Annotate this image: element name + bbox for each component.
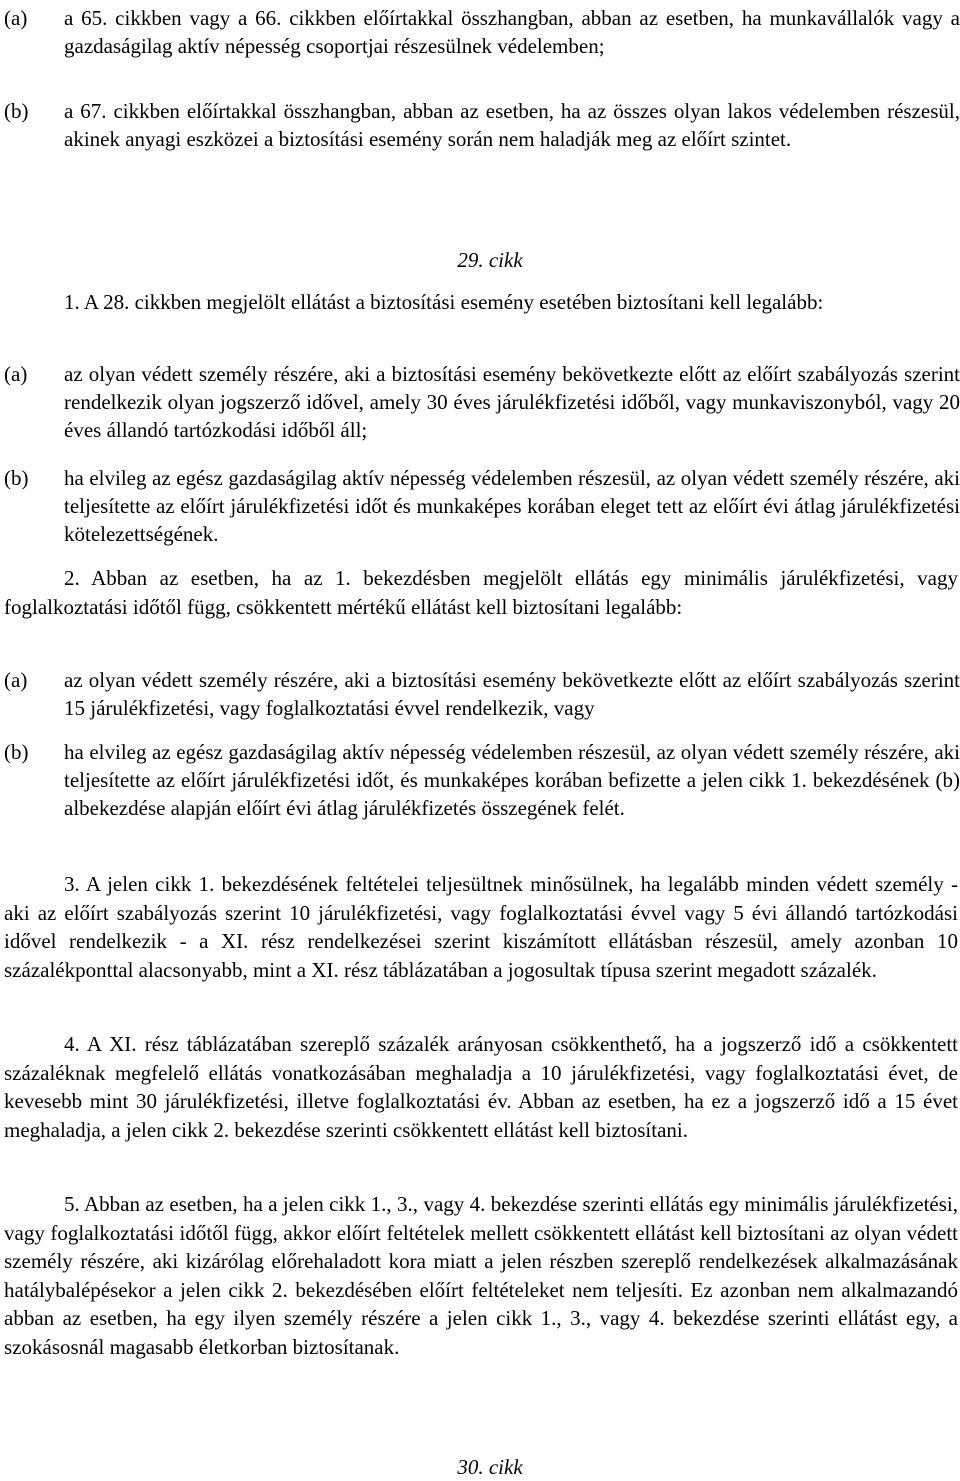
- article-heading-30: 30. cikk: [457, 1455, 523, 1479]
- paragraph-4: 4. A XI. rész táblázatában szereplő százalék arányosan csökkenthető, ha a jogszerző idő a csökkentett százaléknak megfelelő ellátás vonatkozásában meghaladja a 10 járulékfizetési, vagy foglalkoztatási évet, de kevesebb mint 30 járulékfizetési, illetve foglalkoztatási év. Abban az esetben, ha ez a jogszerző idő a 15 évet meghaladja, a jelen cikk 2. bekezdése szerinti csökkentett ellátást kell biztosítani.: [4, 1032, 958, 1142]
- list-marker: (a): [4, 362, 28, 386]
- list-marker: (a): [4, 6, 28, 30]
- list-marker: (b): [4, 466, 29, 490]
- list-item-b: [0, 464, 960, 548]
- paragraph-5: 5. Abban az esetben, ha a jelen cikk 1., 3., vagy 4. bekezdése szerinti ellátás egy minimális járulékfizetési, vagy foglalkoztatási időtől függ, akkor előírt feltételek mellett csökkentett ellátást kell biztosítani az olyan védett személy részére, aki kizárólag előrehaladott kora miatt a jelen részben szereplő rendelkezések alkalmazásának hatálybalépésekor a jelen cikk 2. bekezdésében előírt feltételeket nem teljesíti. Ez azonban nem alkalmazandó abban az esetben, ha egy ilyen személy részére a jelen cikk 1., 3., vagy 4. bekezdése szerinti ellátást egy, a szokásosnál magasabb életkorban biztosítanak.: [4, 1192, 958, 1359]
- list-item-text: az olyan védett személy részére, aki a biztosítási esemény bekövetkezte előtt az előírt szabályozás szerint 15 járulékfizetési, vagy foglalkoztatási évvel rendelkezik, vagy: [64, 668, 960, 720]
- list-item-text: ha elvileg az egész gazdaságilag aktív népesség védelemben részesül, az olyan védett személy részére, aki teljesítette az előírt járulékfizetési időt és munkaképes korában eleget tett az előírt évi átlag járulékfizetési kötelezettségének.: [64, 466, 960, 546]
- article-heading-29: 29. cikk: [457, 248, 523, 272]
- list-item-a: [0, 666, 960, 722]
- list-marker: (b): [4, 740, 29, 764]
- list-item-a: [0, 360, 960, 444]
- list-item-b: [0, 738, 960, 822]
- list-item-text: ha elvileg az egész gazdaságilag aktív népesség védelemben részesül, az olyan védett személy részére, aki teljesítette az előírt járulékfizetési időt, és munkaképes korában befizette a jelen cikk 1. bekezdésének (b) albekezdése alapján előírt évi átlag járulékfizetés összegének felét.: [64, 740, 960, 820]
- paragraph-2: 2. Abban az esetben, ha az 1. bekezdésben megjelölt ellátás egy minimális járulékfizetési, vagy foglalkoztatási időtől függ, csökkentett mértékű ellátást kell biztosítani legalább:: [4, 566, 958, 619]
- list-item-b: [0, 97, 960, 153]
- list-item-text: a 67. cikkben előírtakkal összhangban, abban az esetben, ha az összes olyan lakos védelemben részesül, akinek anyagi eszközei a biztosítási esemény során nem haladják meg az előírt szintet.: [64, 99, 960, 151]
- list-marker: (b): [4, 99, 29, 123]
- list-item-a: [0, 4, 960, 60]
- list-marker: (a): [4, 668, 28, 692]
- list-item-text: az olyan védett személy részére, aki a biztosítási esemény bekövetkezte előtt az előírt szabályozás szerint rendelkezik olyan jogszerző idővel, amely 30 éves járulékfizetési időből, vagy munkaviszonyból, vagy 20 éves állandó tartózkodási időből áll;: [64, 362, 960, 442]
- paragraph-3: 3. A jelen cikk 1. bekezdésének feltételei teljesültnek minősülnek, ha legalább minden védett személy - aki az előírt szabályozás szerint 10 járulékfizetési, vagy foglalkoztatási évvel vagy 5 évi állandó tartózkodási idővel rendelkezik - a XI. rész rendelkezései szerint kiszámított ellátásban részesül, amely azonban 10 százalékponttal alacsonyabb, mint a XI. rész táblázatában a jogosultak típusa szerint megadott százalék.: [4, 872, 958, 982]
- paragraph-1: 1. A 28. cikkben megjelölt ellátást a biztosítási esemény esetében biztosítani kell legalább:: [64, 290, 824, 314]
- list-item-text: a 65. cikkben vagy a 66. cikkben előírtakkal összhangban, abban az esetben, ha munkavállalók vagy a gazdaságilag aktív népesség csoportjai részesülnek védelemben;: [64, 6, 960, 58]
